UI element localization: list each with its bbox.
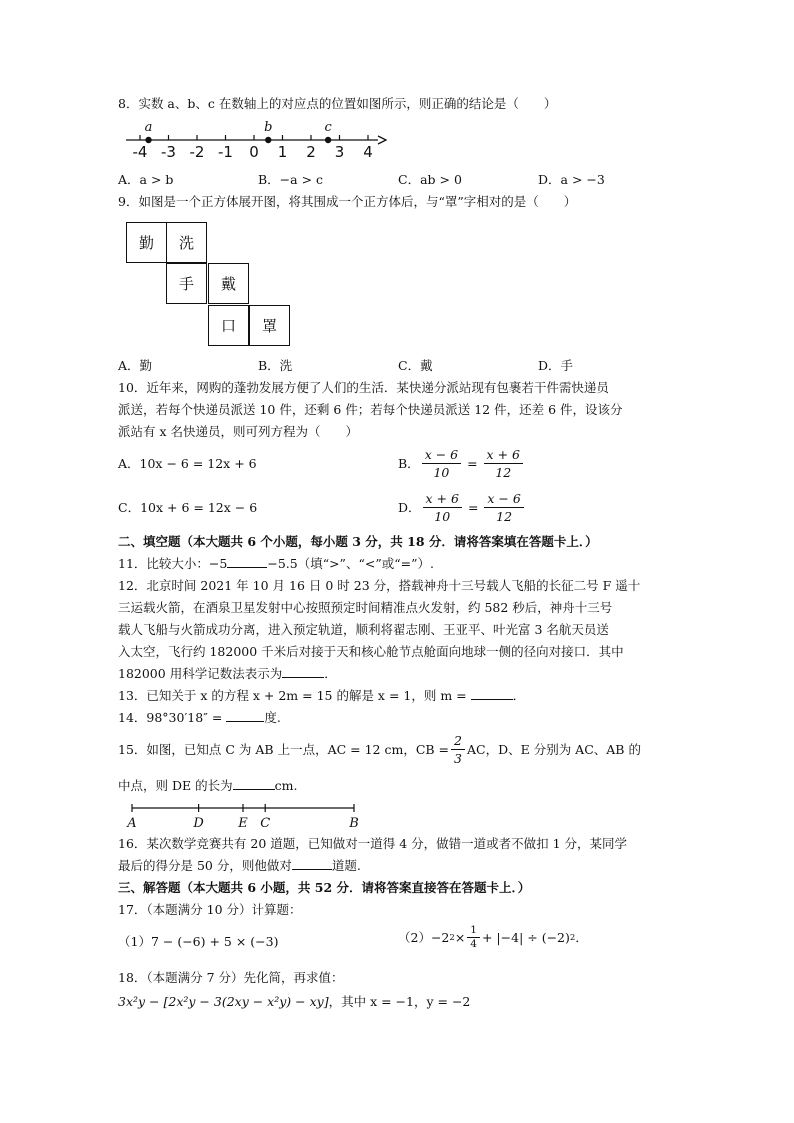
q10-b-left-frac: $\frac{x - 6}{10}$	[422, 446, 461, 481]
q9-option-c: C．戴	[398, 358, 433, 373]
q10-option-d: D． $\frac{x + 6}{10}$ = $\frac{x - 6}{12}$	[398, 490, 526, 525]
axis-tick-label: -4	[132, 143, 148, 161]
axis-point-label-c: c	[324, 120, 332, 135]
segment-label-B: B	[349, 816, 359, 831]
q8-option-a: A．a > b	[118, 172, 174, 187]
axis-arrow	[378, 136, 386, 144]
q17-part-2: （2） −2 2 × $\frac{1}{4}$ + |−4| ÷ (−2) 2 ．	[398, 924, 588, 950]
q9-option-b: B．洗	[258, 358, 293, 373]
q12-line-3: 载人飞船与火箭成功分离，进入预定轨道，顺利将翟志刚、王亚平、叶光富 3 名航天员送	[118, 622, 609, 637]
q9-option-a: A．勤	[118, 358, 153, 373]
axis-tick-label: 4	[363, 143, 373, 161]
q9-option-d: D．手	[538, 358, 574, 373]
q12-line-5: 182000 用科学记数法表示为 ．	[118, 666, 337, 681]
q17-frac: $\frac{1}{4}$	[467, 924, 480, 951]
net-cell-shou: 手	[166, 263, 207, 304]
axis-tick-label: -3	[161, 143, 176, 161]
net-cell-xi: 洗	[166, 222, 207, 263]
q10-line-2: 派送，若每个快递员派送 10 件，还剩 6 件；若每个快递员派送 12 件，还差 6 件，设该分	[118, 402, 623, 417]
q18-expression: 3x²y − [2x²y − 3(2xy − x²y) − xy]，其中 x = −1，y = −2	[118, 994, 471, 1009]
q16-line-1: 16．某次数学竞赛共有 20 道题，已知做对一道得 4 分，做错一道或者不做扣 1 分，某同学	[118, 836, 628, 851]
q10-d-left-frac: $\frac{x + 6}{10}$	[423, 490, 462, 525]
segment-diagram	[126, 800, 366, 830]
q13: 13．已知关于 x 的方程 x + 2m = 15 的解是 x = 1，则 m = ．	[118, 688, 526, 703]
q12-line-1: 12．北京时间 2021 年 10 月 16 日 0 时 23 分，搭载神舟十三号载人飞船的长征二号 F 遥十	[118, 578, 641, 593]
q15-frac: $\frac{2}{3}$	[451, 732, 465, 767]
axis-point-c	[325, 137, 331, 143]
q17-stem: 17．（本题满分 10 分）计算题：	[118, 902, 302, 917]
section-2-title: 二、填空题（本大题共 6 个小题，每小题 3 分，共 18 分．请将答案填在答题卡上．）	[118, 534, 598, 549]
q10-line-1: 10．近年来，网购的蓬勃发展方便了人们的生活．某快递分派站现有包裹若干件需快递员	[118, 380, 609, 395]
axis-tick-label: -1	[218, 143, 233, 161]
axis-tick-label: 1	[277, 143, 288, 161]
q16-line-2: 最后的得分是 50 分，则他做对 道题.	[118, 858, 361, 873]
q12-line-2: 三运载火箭，在酒泉卫星发射中心按照预定时间精准点火发射，约 582 秒后，神舟十三号	[118, 600, 613, 615]
axis-point-b	[265, 137, 271, 143]
net-cell-qin: 勤	[126, 222, 167, 263]
axis-tick-label: -2	[189, 143, 205, 161]
segment-label-D: D	[193, 816, 204, 831]
q11: 11．比较大小：−5 −5.5（填“>”、“<”或“=”）.	[118, 556, 434, 571]
axis-point-label-b: b	[264, 120, 273, 135]
q10-option-b: B． $\frac{x - 6}{10}$ = $\frac{x + 6}{12}$	[398, 446, 525, 481]
segment-label-E: E	[238, 816, 248, 831]
q10-line-3: 派站有 x 名快递员，则可列方程为（ ）	[118, 424, 358, 439]
number-line	[122, 118, 392, 166]
axis-point-a	[145, 137, 151, 143]
q10-option-a: A．10x − 6 = 12x + 6	[118, 456, 257, 471]
q14: 14．98°30′18″ = 度.	[118, 710, 281, 725]
q18-stem: 18．（本题满分 7 分）先化简，再求值：	[118, 970, 344, 985]
net-cell-zhao: 罩	[249, 305, 290, 346]
q8-option-c: C．ab > 0	[398, 172, 462, 187]
q15-line-1: 15．如图，已知点 C 为 AB 上一点，AC = 12 cm，CB = $\frac{2}{3}$ AC，D、E 分别为 AC、AB 的	[118, 733, 641, 766]
q15-line-2: 中点，则 DE 的长为 cm.	[118, 778, 298, 793]
axis-tick-label: 3	[334, 143, 345, 161]
q8-stem: 8．实数 a、b、c 在数轴上的对应点的位置如图所示，则正确的结论是（ ）	[118, 96, 557, 111]
segment-label-C: C	[260, 816, 271, 831]
axis-tick-label: 0	[249, 143, 259, 161]
segment-label-A: A	[127, 816, 137, 831]
net-cell-dai: 戴	[208, 263, 249, 304]
q8-option-d: D．a > −3	[538, 172, 605, 187]
q17-part-1: （1）7 − (−6) + 5 × (−3)	[118, 934, 279, 949]
section-3-title: 三、解答题（本大题共 6 小题，共 52 分．请将答案直接答在答题卡上．）	[118, 880, 531, 895]
q12-line-4: 入太空，飞行约 182000 千米后对接于天和核心舱节点舱面向地球一侧的径向对接口．其中	[118, 644, 624, 659]
q8-option-b: B．−a > c	[258, 172, 324, 187]
axis-tick-label: 2	[306, 143, 316, 161]
net-cell-kou: 口	[208, 305, 249, 346]
q9-stem: 9．如图是一个正方体展开图，将其围成一个正方体后，与“罩”字相对的是（ ）	[118, 194, 577, 209]
axis-point-label-a: a	[144, 120, 153, 135]
q10-option-c: C．10x + 6 = 12x − 6	[118, 500, 258, 515]
q10-d-right-frac: $\frac{x - 6}{12}$	[484, 490, 523, 525]
q10-b-right-frac: $\frac{x + 6}{12}$	[484, 446, 523, 481]
